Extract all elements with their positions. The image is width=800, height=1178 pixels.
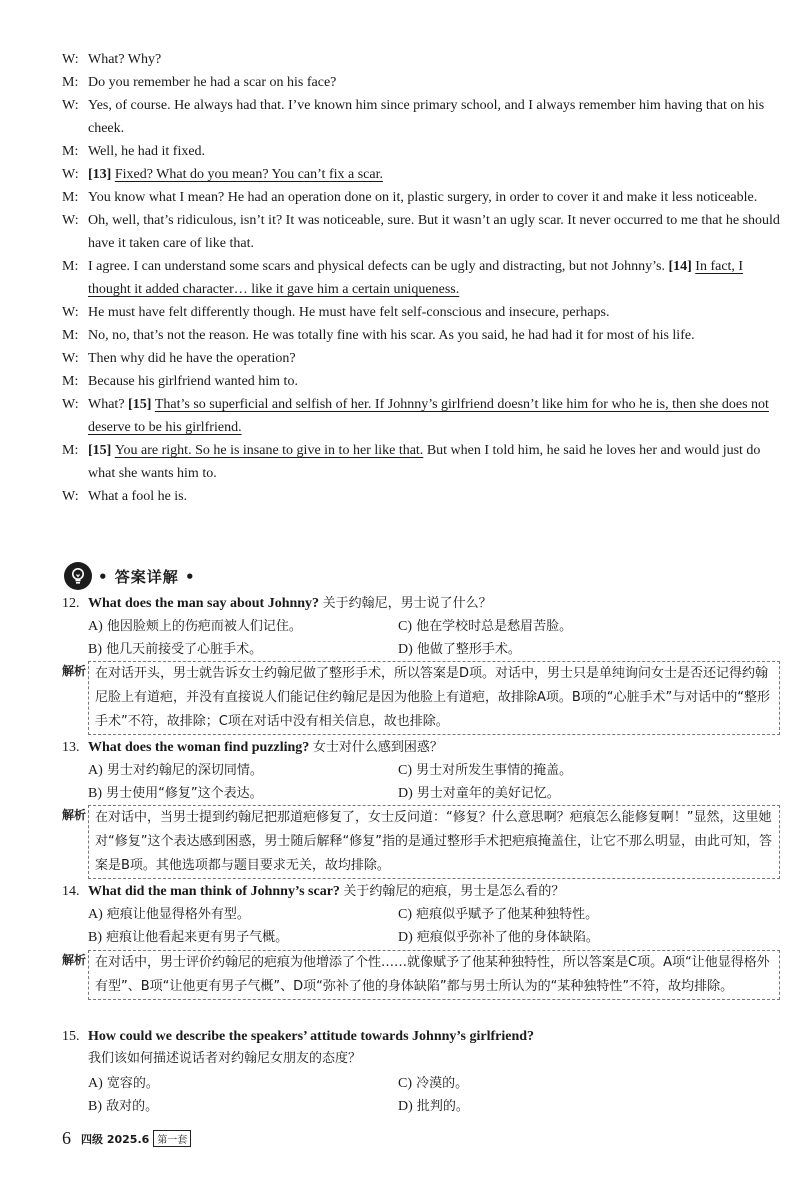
speaker-label: W: (62, 52, 79, 67)
option-b: B) 他几天前接受了心脏手术。 (88, 642, 263, 657)
option-a: A) 男士对约翰尼的深切同情。 (88, 763, 263, 778)
explanation-text: 在对话开头，男士就告诉女士约翰尼做了整形手术，所以答案是D项。对话中，男士只是单纯询问女士是否还记得约翰尼脸上有道疤，并没有直接说人们能记住约翰尼是因为他脸上有道疤，故排除A项。B项的“心脏手术”与对话中的“整形手术”不符，故排除；C项在对话中没有相关信息，故也排除。 (88, 661, 780, 735)
page-number: 6 (62, 1128, 71, 1148)
speaker-label: M: (62, 443, 79, 458)
dialogue-text (88, 370, 780, 393)
dialogue-segment: You know what I mean? He had an operation done on it, plastic surgery, in order to cover it and make it less noticeable. (88, 190, 758, 205)
question-marker: [15] (128, 397, 155, 412)
speaker-label: M: (62, 328, 79, 343)
dialogue-text (88, 186, 780, 209)
dialogue-line (62, 209, 780, 255)
speaker-label: W: (62, 213, 79, 228)
question-en: How could we describe the speakers’ attitude towards Johnny’s girlfriend? (88, 1029, 535, 1044)
explanation-12 (62, 661, 780, 735)
explanation-tag: 解析 (62, 953, 87, 967)
question-number: 12. (62, 596, 80, 611)
speaker-label: M: (62, 259, 79, 274)
dialogue-line (62, 439, 780, 485)
question-14 (62, 881, 780, 949)
underlined-answer-text: That’s so superficial and selfish of her. If Johnny’s girlfriend doesn’t like him for who he is, then she does not deserve to be his girlfriend. (88, 397, 769, 435)
dialogue-text (88, 71, 780, 94)
dialogue-transcript (62, 48, 780, 508)
dialogue-segment: Yes, of course. He always had that. I’ve known him since primary school, and I always remember him having that on his cheek. (88, 98, 765, 136)
speaker-label: W: (62, 305, 79, 320)
option-b: B) 敌对的。 (88, 1099, 159, 1114)
speaker-label: W: (62, 167, 79, 182)
dialogue-text (88, 485, 780, 508)
option-a: A) 宽容的。 (88, 1076, 159, 1091)
question-number: 14. (62, 884, 80, 899)
question-en: What did the man think of Johnny’s scar? (88, 884, 340, 899)
explanation-tag: 解析 (62, 808, 87, 822)
option-b: B) 疤痕让他看起来更有男子气概。 (88, 930, 289, 945)
dialogue-line (62, 163, 780, 186)
dialogue-line (62, 94, 780, 140)
question-marker: [15] (88, 443, 115, 458)
speaker-label: M: (62, 75, 79, 90)
question-cn: 关于约翰尼的疤痕，男士是怎么看的？ (343, 884, 565, 899)
page-footer (62, 1128, 191, 1149)
dialogue-segment: He must have felt differently though. He must have felt self-conscious and insecure, perhaps. (88, 305, 610, 320)
question-12 (62, 593, 780, 661)
option-c: C) 他在学校时总是愁眉苦脸。 (398, 619, 573, 634)
question-15 (62, 1026, 780, 1118)
dialogue-line (62, 370, 780, 393)
underlined-answer-text: In fact, I thought it added character… like it gave him a certain uniqueness. (88, 259, 744, 297)
question-13 (62, 737, 780, 805)
dialogue-segment: Well, he had it fixed. (88, 144, 206, 159)
dialogue-text (88, 439, 780, 485)
speaker-label: W: (62, 397, 79, 412)
footer-set-badge: 第一套 (153, 1130, 191, 1147)
underlined-answer-text: Fixed? What do you mean? You can’t fix a scar. (114, 167, 383, 182)
speaker-label: W: (62, 489, 79, 504)
dialogue-line (62, 255, 780, 301)
dialogue-line (62, 301, 780, 324)
question-cn: 女士对什么感到困惑？ (312, 740, 443, 755)
question-marker: [14] (668, 259, 696, 274)
dialogue-line (62, 140, 780, 163)
dialogue-text (88, 94, 780, 140)
option-d: D) 疤痕似乎弥补了他的身体缺陷。 (398, 930, 599, 945)
dialogue-text (88, 140, 780, 163)
option-b: B) 男士使用“修复”这个表达。 (88, 786, 263, 801)
option-a: A) 疤痕让他显得格外有型。 (88, 907, 250, 922)
dialogue-text (88, 209, 780, 255)
option-c: C) 冷漠的。 (398, 1076, 469, 1091)
footer-label: 四级 2025.6 (81, 1132, 150, 1146)
dialogue-text (88, 255, 780, 301)
question-marker: [13] (88, 167, 115, 182)
option-d: D) 男士对童年的美好记忆。 (398, 786, 560, 801)
dialogue-segment: I agree. I can understand some scars and physical defects can be ugly and distracting, but not Johnny’s. (88, 259, 669, 274)
dialogue-segment: No, no, that’s not the reason. He was totally fine with his scar. As you said, he had had it for most of his life. (88, 328, 695, 343)
dialogue-text (88, 301, 780, 324)
question-en: What does the man say about Johnny? (88, 596, 320, 611)
dialogue-segment: But when I told him, he said he loves her and would just do what she wants him to. (88, 443, 761, 481)
dialogue-segment: Because his girlfriend wanted him to. (88, 374, 298, 389)
dialogue-text (88, 324, 780, 347)
lightbulb-icon (64, 562, 92, 590)
explanation-tag: 解析 (62, 664, 87, 678)
speaker-label: W: (62, 351, 79, 366)
option-c: C) 男士对所发生事情的掩盖。 (398, 763, 573, 778)
dialogue-line (62, 347, 780, 370)
dialogue-segment: Oh, well, that’s ridiculous, isn’t it? It was noticeable, sure. But it wasn’t an ugly scar. It never occurred to me that he should have it taken care of like that. (88, 213, 780, 251)
question-cn: 关于约翰尼，男士说了什么？ (322, 596, 492, 611)
dialogue-line (62, 393, 780, 439)
question-number: 15. (62, 1029, 80, 1044)
question-cn: 我们该如何描述说话者对约翰尼女朋友的态度？ (88, 1051, 362, 1066)
dialogue-text (88, 347, 780, 370)
dialogue-segment: Do you remember he had a scar on his face? (88, 75, 337, 90)
dialogue-text (88, 393, 780, 439)
speaker-label: W: (62, 98, 79, 113)
question-number: 13. (62, 740, 80, 755)
explanation-text: 在对话中，当男士提到约翰尼把那道疤修复了，女士反问道：“修复？什么意思啊？疤痕怎么能修复啊！”显然，这里她对“修复”这个表达感到困惑，男士随后解释“修复”指的是通过整形手术把疤痕掩盖住，让它不那么明显，由此可知，答案是B项。其他选项都与题目要求无关，故均排除。 (88, 805, 780, 879)
section-title: • 答案详解 • (98, 567, 196, 586)
speaker-label: M: (62, 144, 79, 159)
option-d: D) 批判的。 (398, 1099, 469, 1114)
dialogue-line (62, 71, 780, 94)
underlined-answer-text: You are right. So he is insane to give in to her like that. (114, 443, 424, 458)
speaker-label: M: (62, 190, 79, 205)
question-en: What does the woman find puzzling? (88, 740, 310, 755)
dialogue-segment: What a fool he is. (88, 489, 188, 504)
dialogue-segment: What? Why? (88, 52, 162, 67)
explanation-13 (62, 805, 780, 879)
speaker-label: M: (62, 374, 79, 389)
dialogue-segment: Then why did he have the operation? (88, 351, 296, 366)
dialogue-line (62, 186, 780, 209)
dialogue-line (62, 485, 780, 508)
explanation-14 (62, 950, 780, 1000)
option-c: C) 疤痕似乎赋予了他某种独特性。 (398, 907, 599, 922)
answer-section-header (64, 562, 196, 590)
option-a: A) 他因脸颊上的伤疤而被人们记住。 (88, 619, 302, 634)
option-d: D) 他做了整形手术。 (398, 642, 521, 657)
dialogue-text (88, 48, 780, 71)
dialogue-segment: What? (88, 397, 129, 412)
dialogue-line (62, 324, 780, 347)
explanation-text: 在对话中，男士评价约翰尼的疤痕为他增添了个性……就像赋予了他某种独特性，所以答案是C项。A项“让他显得格外有型”、B项“让他更有男子气概”、D项“弥补了他的身体缺陷”都与男士所认为的“某种独特性”不符，故均排除。 (88, 950, 780, 1000)
dialogue-text (88, 163, 780, 186)
dialogue-line (62, 48, 780, 71)
